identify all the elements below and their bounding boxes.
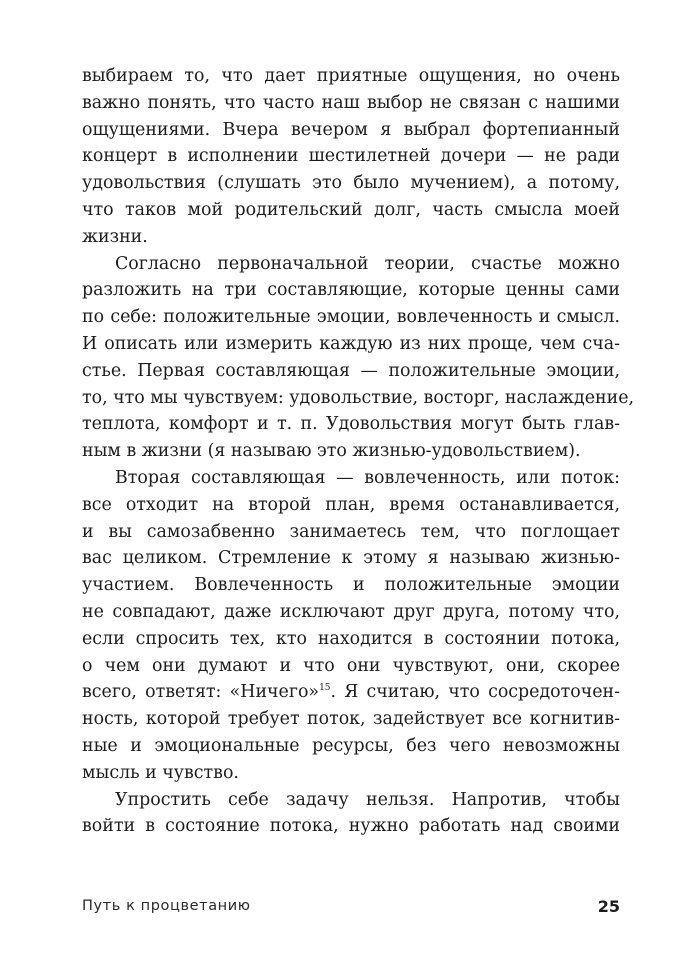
text-line: не совпадают, даже исключают друг друга, потому что, [82,601,620,622]
text-line: если спросить тех, кто находится в состоянии потока, [82,628,620,649]
line-text: всего, ответят: «Ничего» [82,682,320,703]
page-footer [82,898,620,922]
text-line: все отходит на второй план, время останавливается, [82,494,620,515]
text-line: выбираем то, что дает приятные ощущения, но очень [82,66,620,86]
line-text-tail: . Я считаю, что сосредоточен- [330,682,620,703]
text-line: что таков мой родительский долг, часть смысла моей [82,199,620,220]
page-number: 25 [597,897,620,916]
text-line: ные и эмоциональные ресурсы, без чего невозможны [82,735,620,756]
text-line: ощущениями. Вчера вечером я выбрал фортепианный [82,119,620,140]
text-line: разложить на три составляющие, которые ценны сами [82,280,620,301]
text-line: теплота, комфорт и т. п. Удовольствия могут быть глав- [82,414,620,435]
text-line: удовольствия (слушать это было мучением), а потому, [82,173,620,194]
paragraph-start-line: Вторая составляющая — вовлеченность, или поток: [115,467,620,488]
text-line: вас целиком. Стремление к этому я называю жизнью- [82,548,620,569]
text-line: И описать или измерить каждую из них проще, чем сча- [82,333,620,354]
running-title: Путь к процветанию [82,898,251,914]
paragraph-start-line: Упростить себе задачу нельзя. Напротив, чтобы [115,789,620,810]
footnote-reference: 15 [319,683,331,694]
text-line: ность, которой требует поток, задействует все когнитив- [82,709,620,730]
text-line: стье. Первая составляющая — положительные эмоции, [82,360,620,381]
text-line: жизни. [82,226,148,247]
text-line: концерт в исполнении шестилетней дочери — не ради [82,146,620,167]
text-line: то, что мы чувствуем: удовольствие, восторг, наслаждение, [82,387,635,408]
text-line: по себе: положительные эмоции, вовлеченность и смысл. [82,307,620,328]
text-line-with-footnote [82,679,620,706]
text-line: войти в состояние потока, нужно работать над своими [82,816,620,837]
text-line: о чем они думают и что они чувствуют, они, скорее [82,655,620,676]
text-line: ным в жизни (я называю это жизнью-удовольствием). [82,441,581,462]
paragraph-start-line: Согласно первоначальной теории, счастье можно [115,253,620,274]
text-line: и вы самозабвенно занимаетесь тем, что поглощает [82,521,620,542]
text-line: мысль и чувство. [82,762,239,783]
text-line: участием. Вовлеченность и положительные эмоции [82,575,620,596]
body-text [82,63,635,840]
text-line: важно понять, что часто наш выбор не связан с нашими [82,92,620,113]
